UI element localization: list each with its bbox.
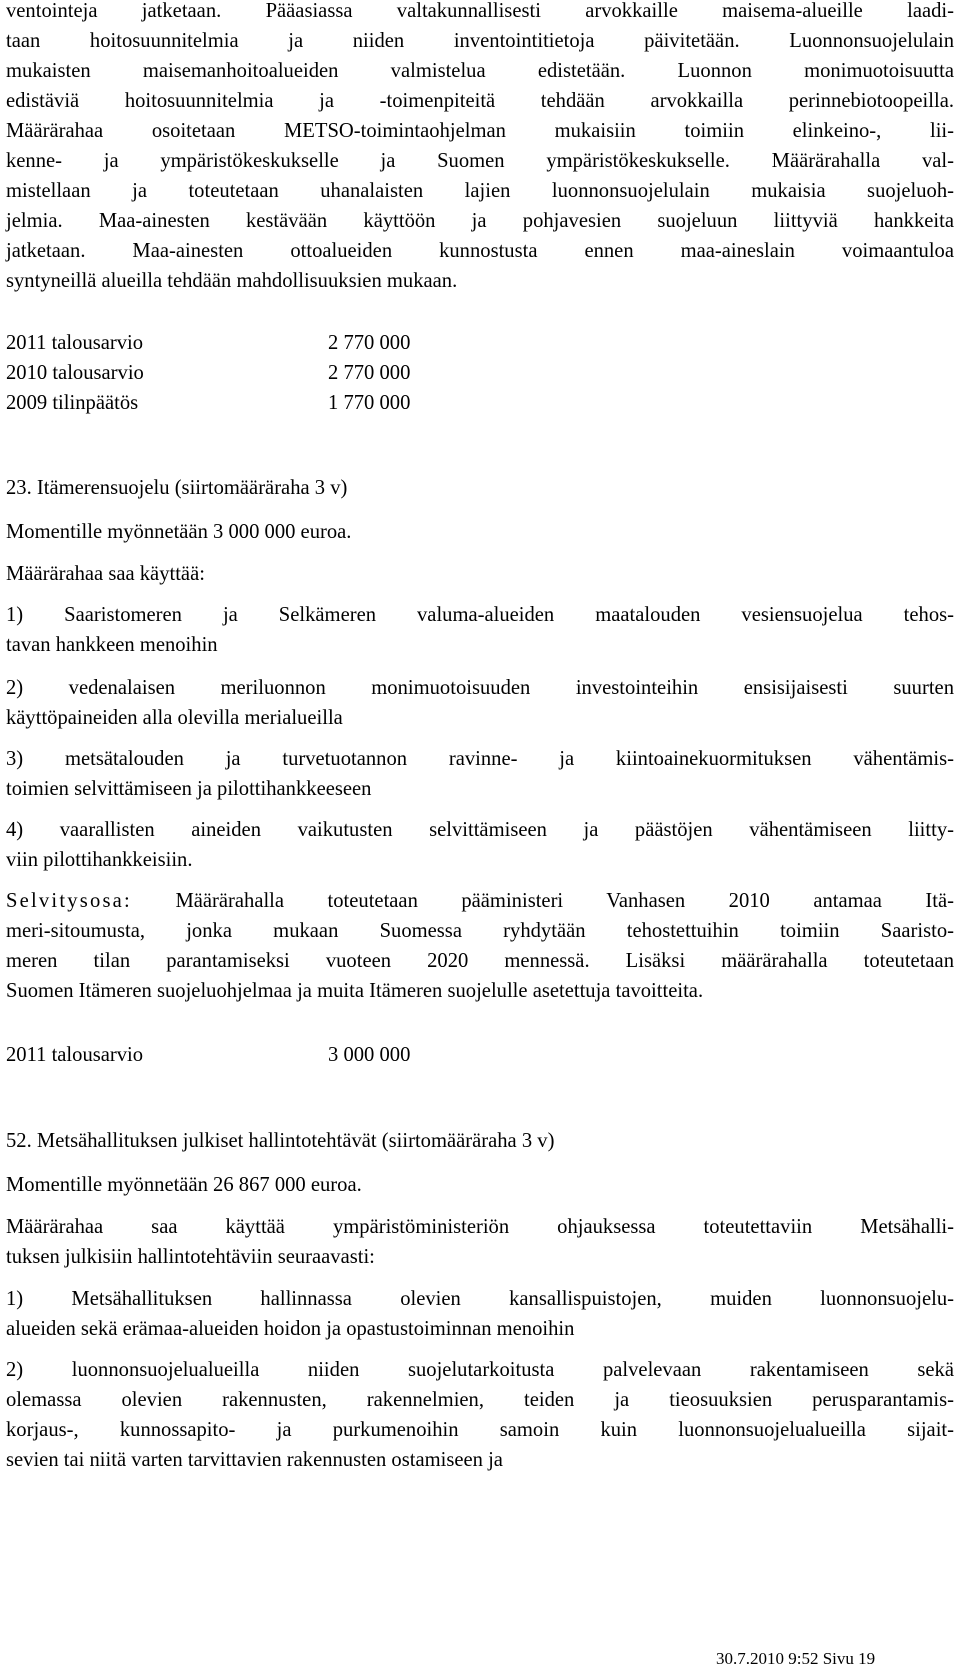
text-line: Määrärahaa saa käyttää ympäristöministeriön ohjauksessa toteutettaviin Metsähalli- [6,1216,954,1238]
text-line: tavan hankkeen menoihin [6,634,218,656]
text-line: toimien selvittämiseen ja pilottihankkeeseen [6,778,372,800]
usage-item [6,673,954,733]
text-line: 1) Metsähallituksen hallinnassa olevien kansallispuistojen, muiden luonnonsuojelu- [6,1288,954,1310]
text-line: 3) metsätalouden ja turvetuotannon ravinne- ja kiintoainekuormituksen vähentämis- [6,748,954,770]
usage-intro: Määrärahaa saa käyttää: [6,563,205,585]
text-line: 1) Saaristomeren ja Selkämeren valuma-alueiden maatalouden vesiensuojelua tehos- [6,604,954,626]
text-line: Määrärahaa osoitetaan METSO-toimintaohjelman mukaisiin toimiin elinkeino-, lii- [6,120,954,142]
section-heading: 52. Metsähallituksen julkiset hallintotehtävät (siirtomääräraha 3 v) [6,1130,555,1152]
text-line: jelmia. Maa-ainesten kestävään käyttöön ja pohjavesien suojeluun liittyviä hankkeita [6,210,954,232]
text-line: sevien tai niitä varten tarvittavien rakennusten ostamiseen ja [6,1449,503,1471]
budget-value: 2 770 000 [328,332,411,354]
text-line: mistellaan ja toteutetaan uhanalaisten lajien luonnonsuojelulain mukaisia suojeluoh- [6,180,954,202]
usage-item [6,600,954,660]
text-line: korjaus-, kunnossapito- ja purkumenoihin samoin kuin luonnonsuojelualueilla sijait- [6,1419,954,1441]
intro-paragraph [6,0,954,296]
selvitys-paragraph [6,886,954,1006]
text-line: edistäviä hoitosuunnitelmia ja -toimenpiteitä tehdään arvokkailla perinnebiotoopeilla. [6,90,954,112]
grant-text: Momentille myönnetään 26 867 000 euroa. [6,1174,362,1196]
text-line: käyttöpaineiden alla olevilla merialueilla [6,707,343,729]
budget-row [6,328,954,358]
text-line: mukaisten maisemanhoitoalueiden valmistelua edistetään. Luonnon monimuotoisuutta [6,60,954,82]
text-line: kenne- ja ympäristökeskukselle ja Suomen ympäristökeskukselle. Määrärahalla val- [6,150,954,172]
usage-item [6,1355,954,1475]
section-heading: 23. Itämerensuojelu (siirtomääräraha 3 v) [6,477,348,499]
selvitys-label: Selvitysosa: [6,890,132,912]
budget-row [6,1040,954,1070]
usage-paragraph [6,1212,954,1272]
budget-value: 1 770 000 [328,392,411,414]
budget-value: 2 770 000 [328,362,411,384]
budget-label: 2010 talousarvio [6,362,144,384]
text-line: alueiden sekä erämaa-alueiden hoidon ja opastustoiminnan menoihin [6,1318,575,1340]
budget-row [6,388,954,418]
text-line: taan hoitosuunnitelmia ja niiden inventointitietoja päivitetään. Luonnonsuojelulain [6,30,954,52]
text-line: 2) vedenalaisen meriluonnon monimuotoisuuden investointeihin ensisijaisesti suurten [6,677,954,699]
text-line [6,886,954,916]
usage-item [6,815,954,875]
text-line: 4) vaarallisten aineiden vaikutusten selvittämiseen ja päästöjen vähentämiseen liitty- [6,819,954,841]
page-footer: 30.7.2010 9:52 Sivu 19 [716,1649,876,1668]
text-line: meri-sitoumusta, jonka mukaan Suomessa ryhdytään tehostettuihin toimiin Saaristo- [6,920,954,942]
text-line: ventointeja jatketaan. Pääasiassa valtakunnallisesti arvokkaille maisema-alueille laadi- [6,0,954,22]
selvitys-text: Määrärahalla toteutetaan pääministeri Vanhasen 2010 antamaa Itä- [131,890,954,912]
grant-text: Momentille myönnetään 3 000 000 euroa. [6,521,352,543]
text-line: 2) luonnonsuojelualueilla niiden suojelutarkoitusta palvelevaan rakentamiseen sekä [6,1359,954,1381]
text-line: viin pilottihankkeisiin. [6,849,193,871]
usage-item [6,1284,954,1344]
budget-label: 2011 talousarvio [6,332,144,354]
text-line: Suomen Itämeren suojeluohjelmaa ja muita Itämeren suojelulle asetettuja tavoitteita. [6,980,704,1002]
usage-item [6,744,954,804]
budget-label: 2011 talousarvio [6,1044,144,1066]
text-line: jatketaan. Maa-ainesten ottoalueiden kunnostusta ennen maa-aineslain voimaantuloa [6,240,954,262]
text-line: meren tilan parantamiseksi vuoteen 2020 mennessä. Lisäksi määrärahalla toteutetaan [6,950,954,972]
text-line: tuksen julkisiin hallintotehtäviin seuraavasti: [6,1246,375,1268]
budget-row [6,358,954,388]
budget-table [6,328,954,418]
text-line: olemassa olevien rakennusten, rakennelmien, teiden ja tieosuuksien perusparantamis- [6,1389,954,1411]
budget-value: 3 000 000 [328,1044,411,1066]
text-line: syntyneillä alueilla tehdään mahdollisuuksien mukaan. [6,270,458,292]
budget-label: 2009 tilinpäätös [6,392,139,414]
